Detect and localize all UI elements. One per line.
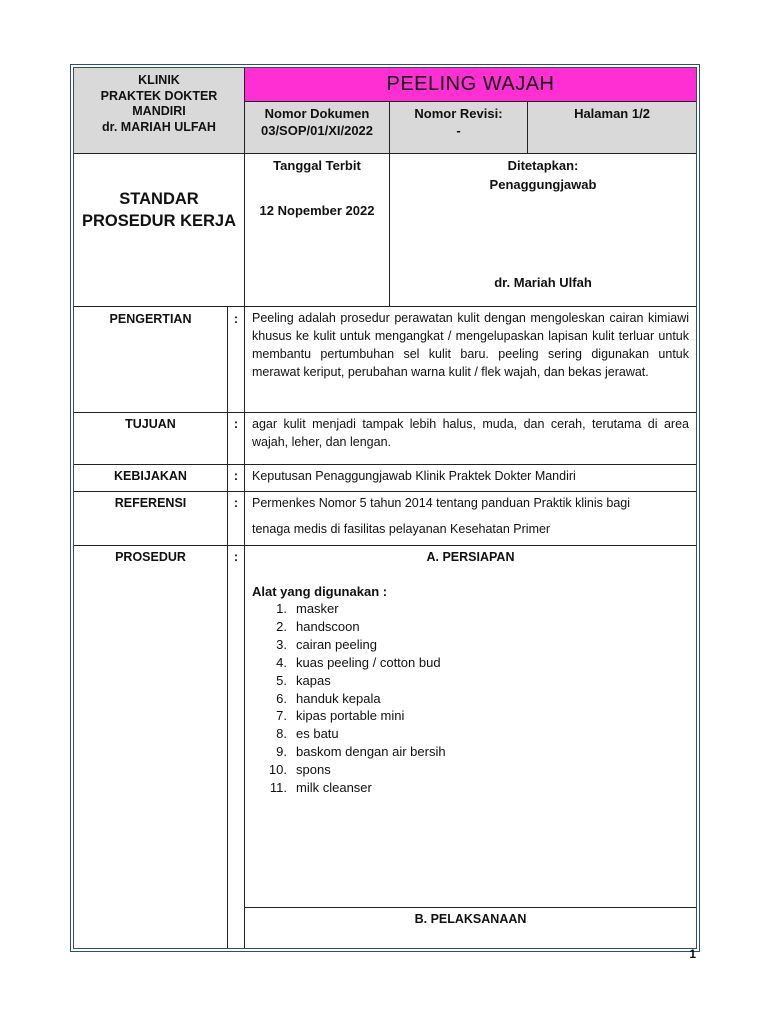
revision-value: - [456, 123, 461, 138]
tool-item-number: 11. [269, 780, 287, 796]
sop-title-line-2: PROSEDUR KERJA [81, 212, 237, 230]
kebijakan-text: Keputusan Penaggungjawab Klinik Praktek Dokter Mandiri [244, 464, 696, 491]
sop-title-line-1: STANDAR [119, 190, 199, 208]
doc-number-cell [244, 101, 389, 153]
tool-item-text: spons [296, 762, 331, 778]
pengertian-colon: : [227, 306, 244, 412]
prosedur-colon: : [227, 545, 244, 948]
doc-number-value: 03/SOP/01/XI/2022 [260, 123, 374, 138]
approved-by: Penaggungjawab [489, 177, 597, 192]
persiapan-cell [244, 545, 696, 907]
tool-item-number: 3. [276, 636, 287, 652]
sop-title-cell [74, 153, 244, 306]
tool-item [252, 672, 689, 690]
clinic-line-4: dr. MARIAH ULFAH [102, 119, 216, 134]
tool-item [252, 761, 689, 779]
tool-item-number: 10. [268, 762, 287, 778]
clinic-name-block [74, 68, 244, 153]
tool-item-text: milk cleanser [296, 780, 372, 796]
page-number: 1 [689, 947, 696, 961]
pengertian-text: Peeling adalah prosedur perawatan kulit dengan mengoleskan cairan kimiawi khusus ke kulit untuk mengangkat / mengelupaskan lapisan kulit terluar untuk membantu pertumbuhan sel kulit baru. peeling sering digunakan untuk merawat keriput, perubahan warna kulit / flek wajah, dan bekas jerawat. [244, 306, 696, 412]
tool-item-number: 7. [276, 708, 287, 724]
tool-item-number: 4. [276, 654, 287, 670]
clinic-line-2: PRAKTEK DOKTER [100, 88, 218, 103]
tool-item-text: kapas [296, 672, 331, 688]
tujuan-label: TUJUAN [74, 412, 227, 464]
revision-cell [389, 101, 527, 153]
issued-cell [244, 153, 389, 306]
document-frame [73, 67, 697, 949]
tools-list [252, 600, 689, 797]
tool-item-text: es batu [296, 726, 339, 742]
doc-number-label: Nomor Dokumen [264, 106, 370, 121]
kebijakan-colon: : [227, 464, 244, 491]
clinic-line-3: MANDIRI [132, 104, 186, 118]
referensi-line-2: tenaga medis di fasilitas pelayanan Kesehatan Primer [252, 522, 551, 536]
issued-label: Tanggal Terbit [273, 158, 361, 173]
tool-item-number: 6. [276, 690, 287, 706]
referensi-label: REFERENSI [74, 491, 227, 545]
pengertian-label: PENGERTIAN [74, 306, 227, 412]
tool-item-number: 8. [276, 726, 287, 742]
tool-item-number: 1. [276, 601, 287, 616]
prosedur-label: PROSEDUR [74, 545, 227, 948]
tool-item-text: cairan peeling [296, 636, 377, 652]
tool-item-text: kuas peeling / cotton bud [296, 654, 441, 670]
tool-item [252, 618, 689, 636]
kebijakan-label: KEBIJAKAN [74, 464, 227, 491]
page-label: Halaman 1/2 [574, 106, 650, 121]
tool-item-text: kipas portable mini [296, 708, 405, 724]
tool-item-number: 5. [276, 672, 287, 688]
page-cell [527, 101, 696, 153]
tool-item-text: baskom dengan air bersih [296, 744, 446, 760]
referensi-text [244, 491, 696, 545]
tool-item [252, 600, 689, 618]
tool-item-text: handscoon [296, 618, 360, 634]
section-a-heading: A. PERSIAPAN [426, 550, 515, 564]
tool-item [252, 654, 689, 672]
tool-item [252, 636, 689, 654]
document-title-cell [244, 68, 696, 101]
tool-item-text: masker [296, 601, 339, 616]
tool-item-number: 2. [276, 618, 287, 634]
revision-label: Nomor Revisi: [414, 106, 503, 121]
clinic-line-1: KLINIK [138, 73, 180, 87]
tool-item [252, 743, 689, 761]
tool-item [252, 725, 689, 743]
tujuan-text: agar kulit menjadi tampak lebih halus, muda, dan cerah, terutama di area wajah, leher, dan lengan. [244, 412, 696, 464]
section-b-heading: B. PELAKSANAAN [244, 907, 696, 948]
signer-name: dr. Mariah Ulfah [494, 275, 592, 290]
tools-heading: Alat yang digunakan : [252, 584, 388, 599]
referensi-line-1: Permenkes Nomor 5 tahun 2014 tentang panduan Praktik klinis bagi [252, 496, 631, 510]
tool-item-text: handuk kepala [296, 690, 381, 706]
issued-date: 12 Nopember 2022 [259, 203, 375, 218]
tool-item-number: 9. [276, 744, 287, 760]
tool-item [252, 690, 689, 708]
tool-item [252, 779, 689, 797]
approval-cell [389, 153, 696, 306]
referensi-colon: : [227, 491, 244, 545]
tujuan-colon: : [227, 412, 244, 464]
document-title: PEELING WAJAH [386, 73, 555, 95]
approved-label: Ditetapkan: [507, 158, 579, 173]
tool-item [252, 707, 689, 725]
